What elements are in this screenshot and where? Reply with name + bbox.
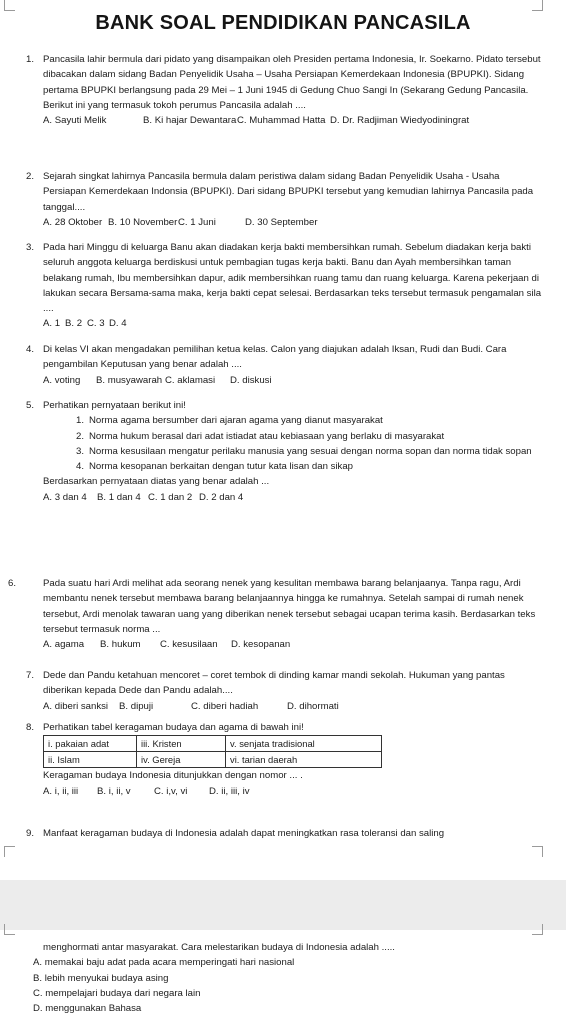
statement-item: 2. Norma hukum berasal dari adat istiadat atau kebiasaan yang berlaku di masyarakat [76, 430, 445, 442]
question-closing: Berdasarkan pernyataan diatas yang benar adalah ... [43, 476, 270, 488]
option-b: B. 10 November [108, 216, 178, 228]
option-c: C. mempelajari budaya dari negara lain [33, 987, 201, 999]
option-d: D. diskusi [230, 374, 272, 386]
option-d: D. menggunakan Bahasa [33, 1003, 142, 1015]
question-number: 4. [26, 344, 35, 355]
option-b: B. hukum [100, 639, 141, 651]
option-b: B. Ki hajar Dewantara [143, 115, 237, 127]
table-cell: vi. tarian daerah [226, 752, 382, 768]
option-b: B. dipuji [119, 700, 154, 712]
question-2 [26, 169, 542, 230]
question-9 [26, 826, 542, 841]
answer-options [26, 699, 542, 714]
answer-options [26, 373, 542, 388]
option-c: C. aklamasi [165, 374, 216, 386]
option-b: B. lebih menyukai budaya asing [33, 972, 169, 984]
option-d: D. ii, iii, iv [209, 785, 250, 797]
option-b: B. 1 dan 4 [97, 491, 141, 503]
question-text: Perhatikan pernyataan berikut ini! [43, 400, 186, 411]
question-text: Pada hari Minggu di keluarga Banu akan diadakan kerja bakti membersihkan rumah. Sebelum diadakan kerja bakti seluruh anggota keluarga berdiskusi untuk pembagian tugas kerja bakti. Banu dan Ayah membersihkan taman belakang rumah, Ibu membersihkan dapur, adik membersihkan ruang tamu dan ruang keluarga. Karena pekerjaan di lakukan secara Bersama-sama maka, kerja bakti cepat selesai. Berdasarkan teks tersebut termasuk pengamalan sila .... [43, 242, 542, 315]
question-number: 8. [26, 722, 35, 733]
question-number: 5. [26, 400, 35, 411]
table-cell: iii. Kristen [137, 736, 226, 752]
question-8 [26, 720, 542, 799]
option-c: C. 1 Juni [178, 216, 216, 228]
statement-item: 1. Norma agama bersumber dari ajaran agama yang dianut masyarakat [76, 415, 383, 427]
crop-mark [4, 924, 15, 935]
option-a: A. voting [43, 374, 81, 386]
option-c: C. 1 dan 2 [148, 491, 193, 503]
option-a: A. 1 [43, 318, 61, 330]
question-number: 9. [26, 828, 35, 839]
option-d: D. dihormati [287, 700, 339, 712]
option-c: C. i,v, vi [154, 785, 188, 797]
option-a: A. diberi sanksi [43, 700, 109, 712]
table-cell: ii. Islam [44, 752, 137, 768]
question-text: Pada suatu hari Ardi melihat ada seorang nenek yang kesulitan membawa barang belanjaanya. Tanpa ragu, Ardi membantu nenek tersebut membawa barang belanjaannya hingga ke rumahnya. Setelah sampai di rumah nenek tersebut, Ardi menolak tawaran uang yang diberikan nenek tersebut sebagai ucapan terima kasih. Berdasarkan teks tersebut termasuk norma ... [43, 578, 536, 635]
question-number: 2. [26, 171, 35, 182]
option-a: A. memakai baju adat pada acara memperingati hari nasional [33, 957, 295, 969]
statement-item: 3. Norma kesusilaan mengatur perilaku manusia yang sesuai dengan norma sopan dan norma tidak sopan [76, 445, 532, 457]
statement-list [26, 413, 542, 474]
question-number: 3. [26, 242, 35, 253]
question-text: Perhatikan tabel keragaman budaya dan agama di bawah ini! [43, 722, 304, 733]
table-cell: iv. Gereja [137, 752, 226, 768]
page-separator [0, 880, 566, 930]
crop-mark [4, 0, 15, 11]
question-4 [26, 342, 542, 388]
option-a: A. 3 dan 4 [43, 491, 87, 503]
table-row [44, 752, 382, 768]
option-d: D. 2 dan 4 [199, 491, 244, 503]
option-a: A. i, ii, iii [43, 785, 79, 797]
option-b: B. i, ii, v [97, 785, 131, 797]
answer-options [26, 490, 542, 505]
answer-options [8, 637, 542, 652]
question-text-continued: menghormati antar masyarakat. Cara melestarikan budaya di Indonesia adalah ..... [43, 942, 395, 953]
question-3 [26, 240, 542, 332]
option-c: C. Muhammad Hatta [237, 115, 326, 127]
question-text: Di kelas VI akan mengadakan pemilihan ketua kelas. Calon yang diajukan adalah Iksan, Rudi dan Budi. Cara pengambilan Keputusan yang benar adalah .... [43, 344, 507, 371]
option-d: D. 4 [109, 318, 127, 330]
option-d: D. 30 September [245, 216, 318, 228]
option-b: B. musyawarah [96, 374, 163, 386]
option-b: B. 2 [65, 318, 83, 330]
crop-mark [532, 924, 543, 935]
question-5 [26, 398, 542, 505]
question-closing: Keragaman budaya Indonesia ditunjukkan dengan nomor ... . [43, 770, 303, 782]
question-number: 6. [8, 578, 17, 589]
question-text: Dede dan Pandu ketahuan mencoret – coret tembok di dinding kamar mandi sekolah. Hukuman yang pantas diberikan kepada Dede dan Pandu adalah.... [43, 670, 505, 697]
question-6 [8, 576, 542, 652]
table-cell: v. senjata tradisional [226, 736, 382, 752]
option-c: C. kesusilaan [160, 639, 218, 651]
crop-mark [532, 846, 543, 857]
table-cell: i. pakaian adat [44, 736, 137, 752]
option-a: A. agama [43, 639, 85, 651]
question-7 [26, 668, 542, 714]
question-number: 1. [26, 54, 35, 65]
option-a: A. 28 Oktober [43, 216, 103, 228]
question-1 [26, 52, 542, 128]
option-a: A. Sayuti Melik [43, 115, 107, 127]
question-text: Pancasila lahir bermula dari pidato yang disampaikan oleh Presiden pertama Indonesia, Ir. Soekarno. Pidato tersebut dibacakan dalam sidang Badan Penyelidik Usaha – Usaha Persiapan Kemerdekaan Indonesia (BPUPKI). Sidang pertama BPUPKI berlangsung pada 29 Mei – 1 Juni 1945 di Gedung Chuo Sangi In (Sekarang Gedung Pancasila. Berikut ini yang termasuk tokoh perumus Pancasila adalah .... [43, 54, 541, 111]
option-c: C. diberi hadiah [191, 700, 259, 712]
question-number: 7. [26, 670, 35, 681]
statement-item: 4. Norma kesopanan berkaitan dengan tutur kata lisan dan sikap [76, 461, 353, 473]
answer-options [26, 215, 542, 230]
table-row [44, 736, 382, 752]
page-title: BANK SOAL PENDIDIKAN PANCASILA [95, 12, 471, 34]
answer-options [26, 784, 542, 799]
option-c: C. 3 [87, 318, 105, 330]
crop-mark [532, 0, 543, 11]
answer-options [26, 113, 542, 128]
question-text: Manfaat keragaman budaya di Indonesia adalah dapat meningkatkan rasa toleransi dan saling [43, 828, 445, 839]
crop-mark [4, 846, 15, 857]
option-d: D. kesopanan [231, 639, 291, 651]
question-9-continuation [26, 940, 542, 1016]
question-text: Sejarah singkat lahirnya Pancasila bermula dalam peristiwa dalam sidang Badan Penyelidik Usaha - Usaha Persiapan Kemerdekaan Indonsia (BPUPKI). Dari sidang BPUPKI tersebut yang kemudian lahirnya Pancasila pada tanggal.... [43, 171, 534, 213]
culture-table [43, 735, 382, 768]
option-d: D. Dr. Radjiman Wiedyodiningrat [330, 115, 470, 127]
answer-options [26, 316, 542, 331]
